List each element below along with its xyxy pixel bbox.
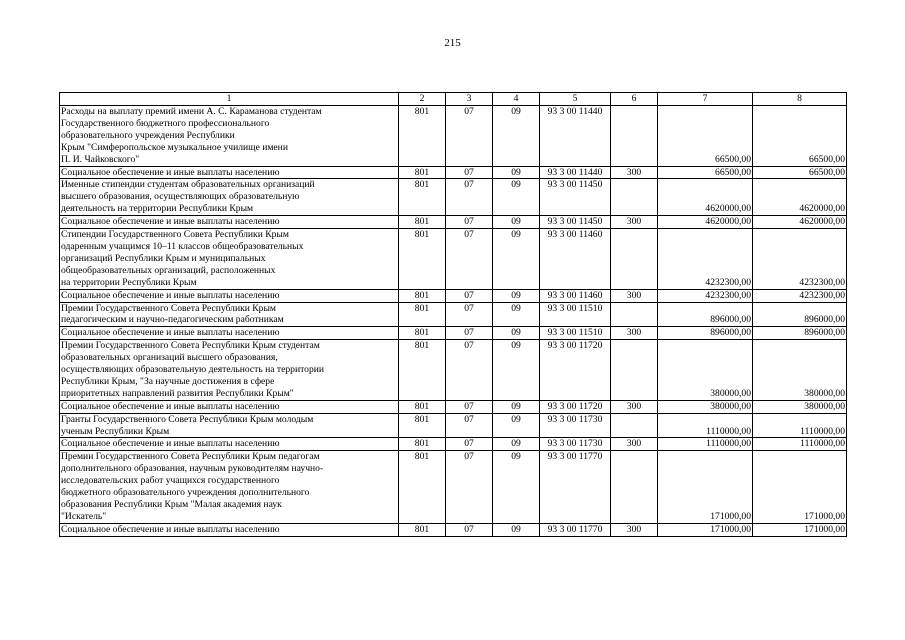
header-cell: 2 (399, 93, 446, 106)
amount-cell: 896000,00 (658, 302, 753, 327)
budget-table (59, 92, 847, 537)
section-code-cell: 07 (446, 229, 493, 290)
expense-name-cell: Социальное обеспечение и иные выплаты населению (60, 327, 399, 340)
ministry-code-cell: 801 (399, 179, 446, 216)
amount-cell: 380000,00 (658, 340, 753, 401)
section-code-cell: 07 (446, 438, 493, 451)
table-row (60, 523, 847, 536)
expense-type-code-cell: 300 (611, 216, 658, 229)
target-item-code-cell: 93 3 00 11730 (540, 438, 611, 451)
amount-cell: 1110000,00 (753, 413, 847, 438)
target-item-code-cell: 93 3 00 11770 (540, 523, 611, 536)
expense-type-code-cell: 300 (611, 289, 658, 302)
target-item-code-cell: 93 3 00 11460 (540, 229, 611, 290)
subsection-code-cell: 09 (493, 216, 540, 229)
expense-type-code-cell: 300 (611, 166, 658, 179)
table-row (60, 400, 847, 413)
expense-type-code-cell (611, 302, 658, 327)
expense-name-cell: Премии Государственного Совета Республики Крым педагогам дополнительного образования, научным руководителям научно- исследовательских работ учащихся государственного бюджетного образовательного учреждения дополнительного образования Республики Крым "Малая академия наук "Искатель" (60, 451, 399, 523)
expense-type-code-cell: 300 (611, 327, 658, 340)
target-item-code-cell: 93 3 00 11440 (540, 166, 611, 179)
amount-cell: 4232300,00 (658, 289, 753, 302)
section-code-cell: 07 (446, 400, 493, 413)
header-cell: 6 (611, 93, 658, 106)
section-code-cell: 07 (446, 340, 493, 401)
subsection-code-cell: 09 (493, 340, 540, 401)
amount-cell: 1110000,00 (753, 438, 847, 451)
ministry-code-cell: 801 (399, 216, 446, 229)
subsection-code-cell: 09 (493, 179, 540, 216)
expense-name-cell: Именные стипендии студентам образовательных организаций высшего образования, осуществляющих образовательную деятельность на территории Республики Крым (60, 179, 399, 216)
amount-cell: 66500,00 (658, 166, 753, 179)
header-cell: 7 (658, 93, 753, 106)
expense-name-cell: Премии Государственного Совета Республики Крым педагогическим и научно-педагогическим работникам (60, 302, 399, 327)
expense-type-code-cell (611, 179, 658, 216)
expense-name-cell: Стипендии Государственного Совета Республики Крым одаренным учащимся 10–11 классов общеобразовательных организаций Республики Крым и муниципальных общеобразовательных организаций, расположенных на территории Республики Крым (60, 229, 399, 290)
expense-type-code-cell (611, 451, 658, 523)
page-number: 215 (444, 37, 461, 49)
expense-name-cell: Социальное обеспечение и иные выплаты населению (60, 166, 399, 179)
target-item-code-cell: 93 3 00 11510 (540, 327, 611, 340)
expense-name-cell: Гранты Государственного Совета Республики Крым молодым ученым Республики Крым (60, 413, 399, 438)
target-item-code-cell: 93 3 00 11720 (540, 400, 611, 413)
table-header-row (60, 93, 847, 106)
amount-cell: 171000,00 (753, 451, 847, 523)
subsection-code-cell: 09 (493, 166, 540, 179)
ministry-code-cell: 801 (399, 229, 446, 290)
ministry-code-cell: 801 (399, 413, 446, 438)
expense-name-cell: Социальное обеспечение и иные выплаты населению (60, 523, 399, 536)
ministry-code-cell: 801 (399, 523, 446, 536)
amount-cell: 896000,00 (753, 302, 847, 327)
target-item-code-cell: 93 3 00 11450 (540, 179, 611, 216)
subsection-code-cell: 09 (493, 106, 540, 167)
section-code-cell: 07 (446, 523, 493, 536)
amount-cell: 1110000,00 (658, 413, 753, 438)
section-code-cell: 07 (446, 413, 493, 438)
section-code-cell: 07 (446, 179, 493, 216)
table-row (60, 438, 847, 451)
amount-cell: 4620000,00 (658, 216, 753, 229)
amount-cell: 1110000,00 (658, 438, 753, 451)
amount-cell: 4620000,00 (658, 179, 753, 216)
table-row (60, 106, 847, 167)
section-code-cell: 07 (446, 451, 493, 523)
target-item-code-cell: 93 3 00 11460 (540, 289, 611, 302)
subsection-code-cell: 09 (493, 400, 540, 413)
amount-cell: 896000,00 (658, 327, 753, 340)
amount-cell: 4620000,00 (753, 179, 847, 216)
section-code-cell: 07 (446, 302, 493, 327)
amount-cell: 380000,00 (753, 400, 847, 413)
subsection-code-cell: 09 (493, 289, 540, 302)
target-item-code-cell: 93 3 00 11730 (540, 413, 611, 438)
expense-name-cell: Социальное обеспечение и иные выплаты населению (60, 216, 399, 229)
header-cell: 1 (60, 93, 399, 106)
table-row (60, 166, 847, 179)
amount-cell: 896000,00 (753, 327, 847, 340)
subsection-code-cell: 09 (493, 327, 540, 340)
expense-name-cell: Расходы на выплату премий имени А. С. Караманова студентам Государственного бюджетного профессионального образовательного учреждения Республики Крым "Симферопольское музыкальное училище имени П. И. Чайковского" (60, 106, 399, 167)
target-item-code-cell: 93 3 00 11440 (540, 106, 611, 167)
ministry-code-cell: 801 (399, 400, 446, 413)
ministry-code-cell: 801 (399, 166, 446, 179)
expense-type-code-cell (611, 340, 658, 401)
subsection-code-cell: 09 (493, 438, 540, 451)
target-item-code-cell: 93 3 00 11450 (540, 216, 611, 229)
ministry-code-cell: 801 (399, 289, 446, 302)
table-row (60, 327, 847, 340)
amount-cell: 66500,00 (753, 166, 847, 179)
header-cell: 5 (540, 93, 611, 106)
ministry-code-cell: 801 (399, 451, 446, 523)
amount-cell: 171000,00 (658, 451, 753, 523)
amount-cell: 66500,00 (753, 106, 847, 167)
target-item-code-cell: 93 3 00 11770 (540, 451, 611, 523)
subsection-code-cell: 09 (493, 413, 540, 438)
target-item-code-cell: 93 3 00 11510 (540, 302, 611, 327)
amount-cell: 66500,00 (658, 106, 753, 167)
ministry-code-cell: 801 (399, 340, 446, 401)
amount-cell: 4620000,00 (753, 216, 847, 229)
expense-type-code-cell: 300 (611, 400, 658, 413)
expense-type-code-cell (611, 229, 658, 290)
expense-type-code-cell: 300 (611, 438, 658, 451)
expense-type-code-cell (611, 413, 658, 438)
section-code-cell: 07 (446, 106, 493, 167)
table-row (60, 289, 847, 302)
ministry-code-cell: 801 (399, 438, 446, 451)
section-code-cell: 07 (446, 289, 493, 302)
section-code-cell: 07 (446, 166, 493, 179)
table-row (60, 302, 847, 327)
expense-type-code-cell (611, 106, 658, 167)
ministry-code-cell: 801 (399, 106, 446, 167)
table-row (60, 340, 847, 401)
target-item-code-cell: 93 3 00 11720 (540, 340, 611, 401)
expense-name-cell: Премии Государственного Совета Республики Крым студентам образовательных организаций высшего образования, осуществляющих образовательную деятельность на территории Республики Крым, "За научные достижения в сфере приоритетных направлений развития Республики Крым" (60, 340, 399, 401)
amount-cell: 380000,00 (753, 340, 847, 401)
table-row (60, 413, 847, 438)
header-cell: 8 (753, 93, 847, 106)
header-cell: 3 (446, 93, 493, 106)
ministry-code-cell: 801 (399, 327, 446, 340)
table-row (60, 179, 847, 216)
amount-cell: 4232300,00 (753, 229, 847, 290)
expense-name-cell: Социальное обеспечение и иные выплаты населению (60, 289, 399, 302)
subsection-code-cell: 09 (493, 523, 540, 536)
section-code-cell: 07 (446, 327, 493, 340)
table-row (60, 451, 847, 523)
table-row (60, 216, 847, 229)
table-row (60, 229, 847, 290)
subsection-code-cell: 09 (493, 302, 540, 327)
header-cell: 4 (493, 93, 540, 106)
amount-cell: 4232300,00 (753, 289, 847, 302)
expense-name-cell: Социальное обеспечение и иные выплаты населению (60, 438, 399, 451)
section-code-cell: 07 (446, 216, 493, 229)
subsection-code-cell: 09 (493, 451, 540, 523)
amount-cell: 171000,00 (753, 523, 847, 536)
amount-cell: 380000,00 (658, 400, 753, 413)
expense-type-code-cell: 300 (611, 523, 658, 536)
subsection-code-cell: 09 (493, 229, 540, 290)
amount-cell: 4232300,00 (658, 229, 753, 290)
ministry-code-cell: 801 (399, 302, 446, 327)
amount-cell: 171000,00 (658, 523, 753, 536)
expense-name-cell: Социальное обеспечение и иные выплаты населению (60, 400, 399, 413)
